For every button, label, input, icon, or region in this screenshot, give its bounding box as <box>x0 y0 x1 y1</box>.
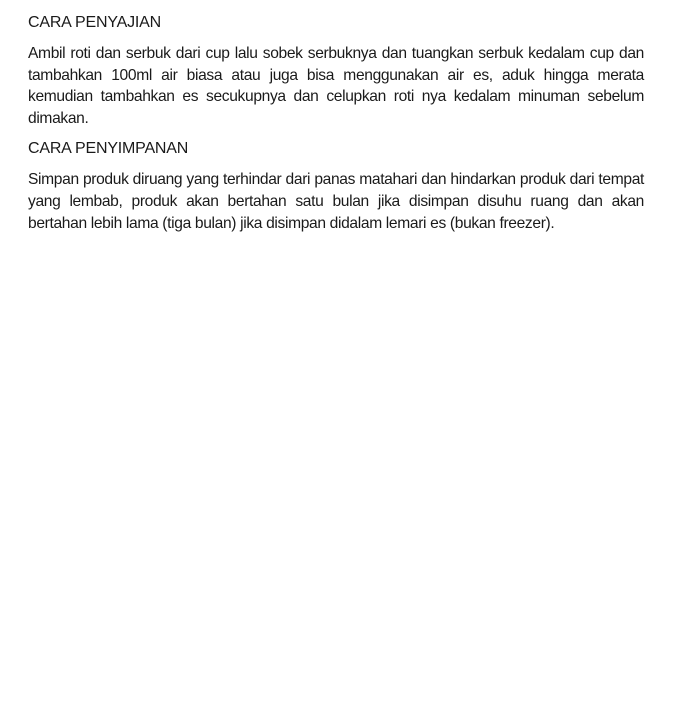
heading-storage: CARA PENYIMPANAN <box>28 140 189 158</box>
storage-instructions: Simpan produk diruang yang terhindar dari panas matahari dan hindarkan produk dari tempat yang lembab, produk akan bertahan satu bulan jika disimpan disuhu ruang dan akan bertahan lebih lama (tiga bulan) jika disimpan didalam lemari es (bukan freezer). <box>28 171 644 232</box>
serving-instructions: Ambil roti dan serbuk dari cup lalu sobek serbuknya dan tuangkan serbuk kedalam cup dan tambahkan 100ml air biasa atau juga bisa menggunakan air es, aduk hingga merata kemudian tambahkan es secukupnya dan celupkan roti nya kedalam minuman sebelum dimakan. <box>28 45 644 127</box>
heading-serving: CARA PENYAJIAN <box>28 14 161 31</box>
document <box>28 12 644 243</box>
